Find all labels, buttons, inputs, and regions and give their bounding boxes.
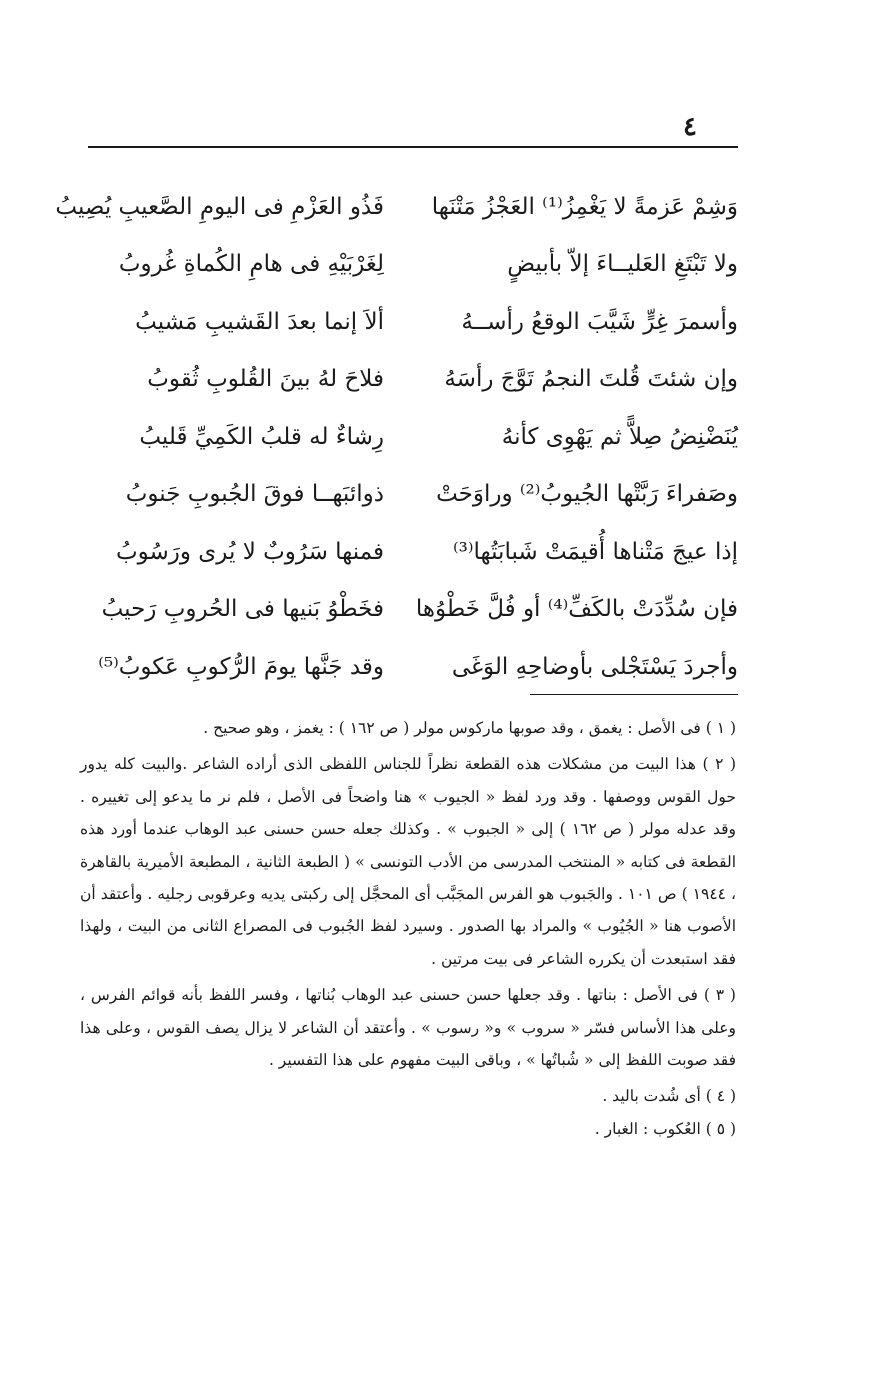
verse-2-second-hemistich: لِغَرْبَيْهِ فى هامِ الكُماةِ غُروبُ <box>118 251 384 278</box>
footnote-text: فى الأصل : بناتها . وقد جعلها حسن حسنى عبد الوهاب بُناتها ، وفسر اللفظ بأنه قوائم الفرس ، وعلى هذا الأساس فسّر « سروب » و« رسوب » . وأعتقد أن الشاعر لا يزال يصف القوس ، وعلى هذا فقد صوبت اللفظ إلى « شُباتُها » ، وباقى البيت مفهوم على هذا التفسير . <box>80 986 736 1070</box>
verse-3-first-hemistich: وأسمرَ غِرٍّ شَيَّبَ الوقعُ رأســهُ <box>461 308 738 335</box>
footnote-number: ( ٢ ) <box>702 755 736 774</box>
footnote-text: العُكوب : الغبار . <box>594 1119 701 1138</box>
verse-9 <box>70 638 738 696</box>
verse-8-first-hemistich: فإن سُدِّدَتْ بالكَفِّ⁽⁴⁾ أو فُلَّ خَطْوُها <box>415 596 738 623</box>
verse-1-second-hemistich: فَذُو العَزْمِ فى اليومِ الصَّعيبِ يُصِيبُ <box>55 193 384 220</box>
verse-6-first-hemistich: وصَفراءَ رَبَّتْها الجُيوبُ⁽²⁾ وراوَحَتْ <box>436 481 738 508</box>
verse-3 <box>70 293 738 351</box>
footnote-4 <box>80 1080 736 1112</box>
verse-5-second-hemistich: رِشاءٌ له قلبُ الكَمِيِّ قَليبُ <box>139 423 384 450</box>
verse-7-second-hemistich: فمنها سَرُوبٌ لا يُرى ورَسُوبُ <box>115 538 384 565</box>
footnote-text: أى شُدت باليد . <box>602 1087 701 1106</box>
footnote-number: ( ٥ ) <box>705 1119 736 1138</box>
footnote-2 <box>80 748 736 975</box>
footnote-1 <box>80 712 736 744</box>
verse-4 <box>70 351 738 409</box>
page-number: ٤ <box>683 112 697 142</box>
footnote-number: ( ١ ) <box>705 719 736 737</box>
verse-8 <box>70 581 738 639</box>
verse-9-second-hemistich: وقد جَنَّها يومَ الرُّكوبِ عَكوبُ⁽⁵⁾ <box>98 653 384 680</box>
footnote-number: ( ٤ ) <box>705 1087 736 1106</box>
verse-1 <box>55 178 738 236</box>
verse-4-second-hemistich: فلاحَ لهُ بينَ القُلوبِ ثُقوبُ <box>147 366 384 393</box>
footnote-5 <box>80 1113 736 1145</box>
verse-9-first-hemistich: وأجردَ يَسْتَجْلى بأوضاحِهِ الوَغَى <box>451 653 738 680</box>
verse-1-first-hemistich: وَشِمْ عَزمةً لا يَغْمِزُ⁽¹⁾ العَجْزُ مَتْنَها <box>431 193 738 220</box>
verse-8-second-hemistich: فخَطْوُ بَنيها فى الحُروبِ رَحيبُ <box>101 596 384 623</box>
footnote-text: فى الأصل : يغمق ، وقد صوبها ماركوس مولر ( ص ١٦٢ ) : يغمز ، وهو صحيح . <box>203 719 701 737</box>
verse-2 <box>70 236 738 294</box>
verse-6-second-hemistich: ذوائبَهــا فوقَ الجُبوبِ جَنوبُ <box>125 481 384 508</box>
footnote-number: ( ٣ ) <box>703 986 736 1005</box>
footnotes <box>80 712 736 1145</box>
footnote-3 <box>80 979 736 1076</box>
verse-6 <box>70 466 738 524</box>
verse-5 <box>70 408 738 466</box>
verse-7-first-hemistich: إذا عيجَ مَتْناها أُقيمَتْ شَبابَتُها⁽³⁾ <box>452 538 738 565</box>
verse-2-first-hemistich: ولا تَبْتَغِ العَليــاءَ إلاّ بأبيضٍ <box>507 251 738 278</box>
footnote-separator-rule <box>530 694 738 695</box>
verse-5-first-hemistich: يُنَضْنِضُ صِلاًّ ثم يَهْوِى كأنهُ <box>501 423 738 450</box>
verse-7 <box>70 523 738 581</box>
header-rule <box>88 146 738 148</box>
footnote-text: هذا البيت من مشكلات هذه القطعة نظراً للجناس اللفظى الذى أراده الشاعر .والبيت كله يدور حول القوس ووصفها . وقد ورد لفظ « الجيوب » هنا واضحاً فى الأصل ، فلم نر ما يدعو إلى تغييره . وقد عدله مولر ( ص ١٦٢ ) إلى « الجبوب » . وكذلك جعله حسن حسنى عبد الوهاب عندما أورد هذه القطعة فى كتابه « المنتخب المدرسى من الأدب التونسى » ( الطبعة الثانية ، المطبعة الأميرية بالقاهرة ، ١٩٤٤ ) ص ١٠١ . والجَبوب هو الفرس المجَبَّب أى المحجَّل إلى ركبتى يديه وعرقوبى رجليه . وأعتقد أن الأصوب هنا « الجُيُوب » والمراد بها الصدور . وسيرد لفظ الجُبوب فى المصراع الثانى من البيت ، ولهذا فقد استبعدت أن يكرره الشاعر فى بيت مرتين . <box>80 755 736 968</box>
poem <box>55 178 738 696</box>
verse-3-second-hemistich: ألاَ إنما بعدَ القَشيبِ مَشيبُ <box>135 308 384 335</box>
verse-4-first-hemistich: وإن شئتَ قُلتَ النجمُ تَوَّجَ رأسَهُ <box>444 366 738 393</box>
